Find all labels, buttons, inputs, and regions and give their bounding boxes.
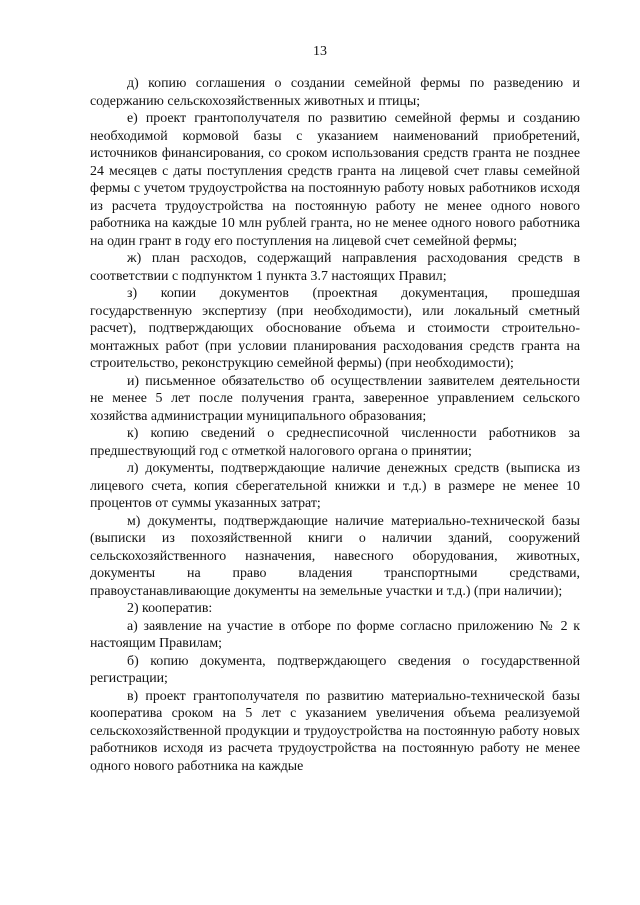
section-cooperative-heading: 2) кооператив: <box>127 601 213 616</box>
paragraph-e: е) проект грантополучателя по развитию семейной фермы и созданию необходимой кормовой базы с указанием наименований приобретений, источников финансирования, со сроком использования средств гранта не позднее 24 месяцев с даты поступления средств гранта на лицевой счет главы семейной фермы с учетом трудоустройства на постоянную работу новых работников исходя из расчета трудоустройства на постоянную работу не менее одного нового работника на каждые 10 млн рублей гранта, но не менее одного нового работника на один грант в году его поступления на лицевой счет семейной фермы; <box>90 111 580 249</box>
paragraph-a: а) заявление на участие в отборе по форме согласно приложению № 2 к настоящим Правилам; <box>90 618 580 651</box>
paragraph-l: л) документы, подтверждающие наличие денежных средств (выписка из лицевого счета, копия сберегательной книжки и т.д.) в размере не менее 10 процентов от суммы указанных затрат; <box>90 461 580 511</box>
paragraph-i: и) письменное обязательство об осуществлении заявителем деятельности не менее 5 лет после получения гранта, заверенное управлением сельского хозяйства администрации муниципального образования; <box>90 373 580 424</box>
paragraph-b: б) копию документа, подтверждающего сведения о государственной регистрации; <box>90 653 580 686</box>
paragraph-k: к) копию сведений о среднесписочной численности работников за предшествующий год с отметкой налогового органа о принятии; <box>90 426 580 459</box>
page-number: 13 <box>313 44 327 59</box>
paragraph-z: з) копии документов (проектная документация, прошедшая государственную экспертизу (при необходимости), или локальный сметный расчет), подтверждающих обоснование объема и стоимости строительно-монтажных работ (при условии планирования расходования средств гранта на строительство, реконструкцию семейной фермы) (при необходимости); <box>90 286 580 371</box>
document-body <box>90 75 580 775</box>
paragraph-m: м) документы, подтверждающие наличие материально-технической базы (выписки из похозяйственной книги о наличии зданий, сооружений сельскохозяйственного назначения, навесного оборудования, животных, документы на право владения транспортными средствами, правоустанавливающие документы на земельные участки и т.д.) (при наличии); <box>90 513 580 599</box>
paragraph-d: д) копию соглашения о создании семейной фермы по разведению и содержанию сельскохозяйственных животных и птицы; <box>90 76 580 109</box>
paragraph-v: в) проект грантополучателя по развитию материально-технической базы кооператива сроком на 5 лет с указанием увеличения объема реализуемой сельскохозяйственной продукции и трудоустройства на постоянную работу новых работников исходя из расчета трудоустройства на постоянную работу не менее одного нового работника на каждые <box>90 688 580 774</box>
paragraph-zh: ж) план расходов, содержащий направления расходования средств в соответствии с подпунктом 1 пункта 3.7 настоящих Правил; <box>90 251 580 284</box>
